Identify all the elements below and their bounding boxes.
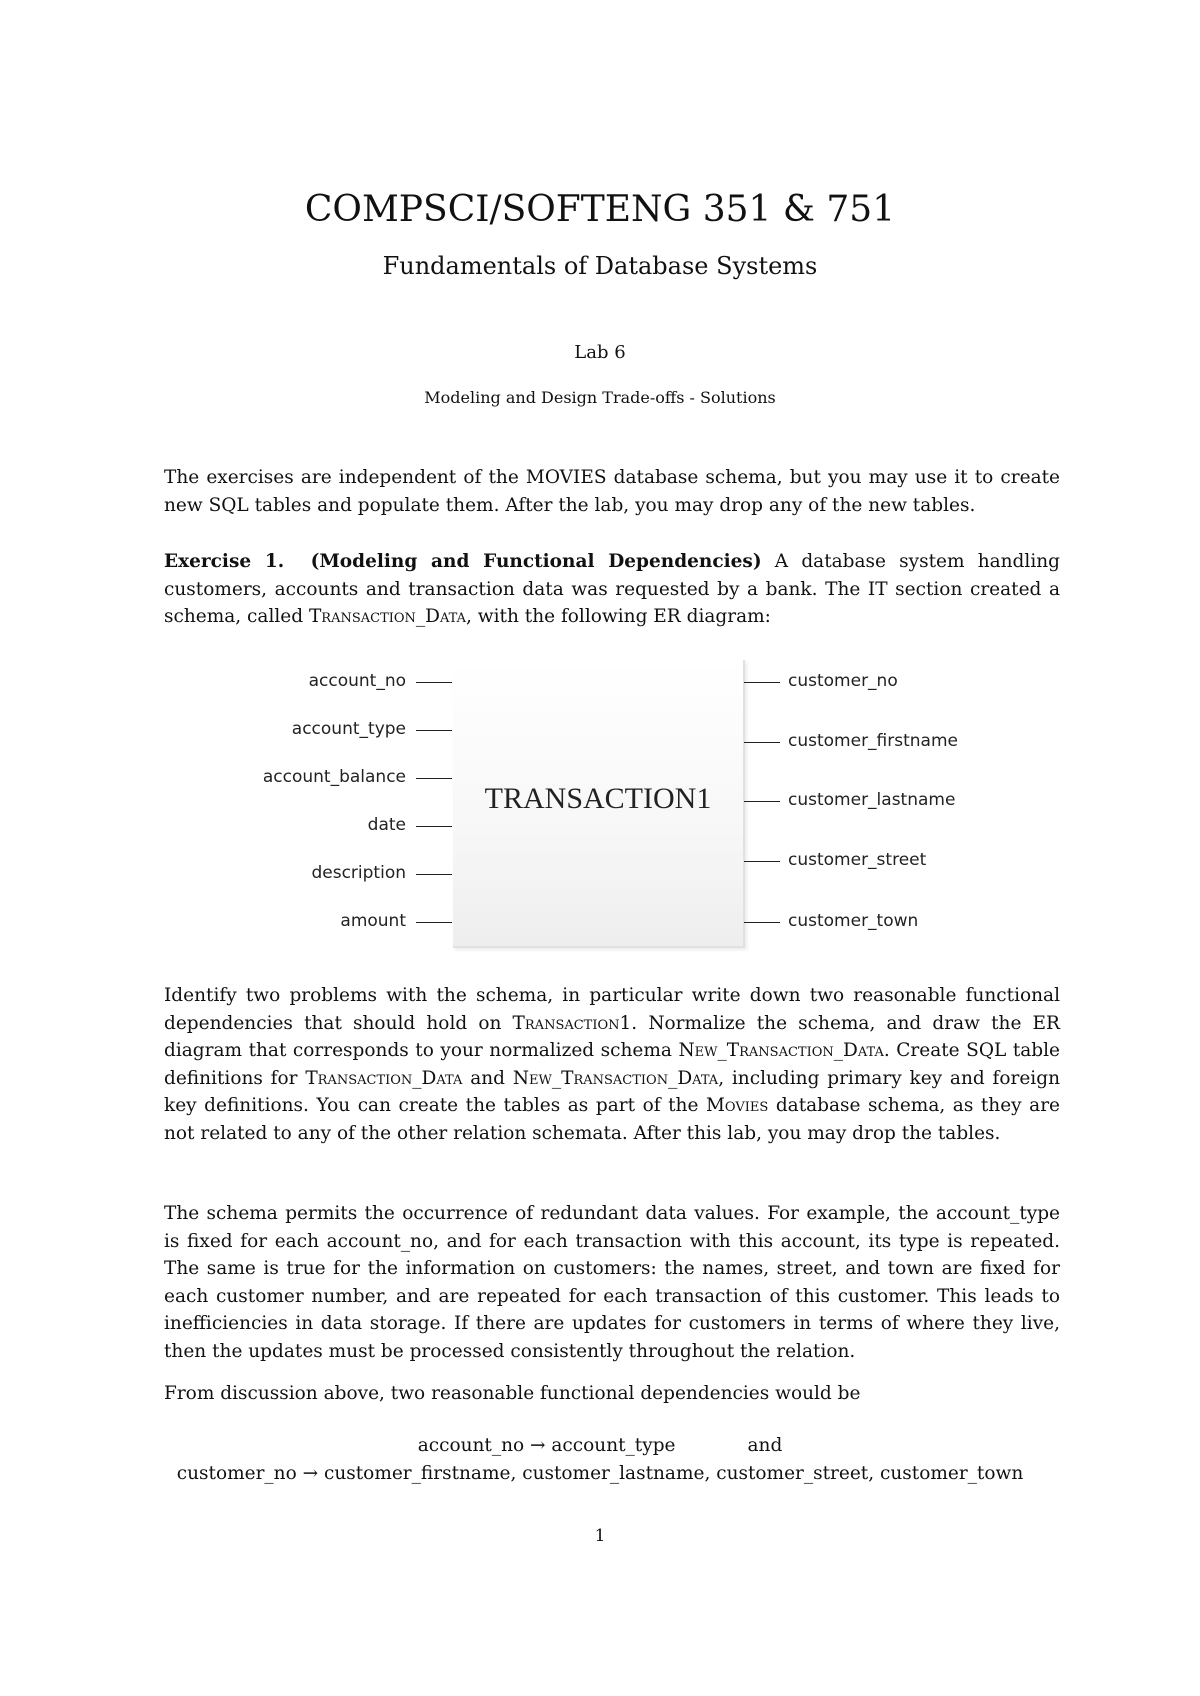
attr-customer-lastname: customer_lastname <box>788 790 956 810</box>
exercise-heading: (Modeling and Functional Dependencies) <box>310 551 762 572</box>
lab-number: Lab 6 <box>574 342 626 363</box>
exercise-label: Exercise 1. <box>164 551 285 572</box>
intro-text-2: database schema, but you may use it to create new SQL tables and populate them. After the lab, you may drop any of the new tables. <box>164 467 1060 516</box>
attr-account-no: account_no <box>308 671 406 691</box>
connector-line <box>744 861 780 862</box>
task-text: . Normalize the schema, and draw the ER diagram that corresponds to your normalized schema <box>164 1012 1060 1061</box>
connector-line <box>416 682 452 683</box>
attr-description: description <box>311 863 406 883</box>
task-text: database schema, as they are not related to any of the other relation schemata. After this lab, you may drop the tables. <box>164 1095 1061 1144</box>
connector-line <box>416 778 452 779</box>
task-paragraph <box>164 982 1060 1147</box>
connector-line <box>416 826 452 827</box>
task-text: , including primary key and foreign key definitions. You can create the tables as part of the <box>164 1067 1060 1116</box>
intro-text-1: The exercises are independent of the <box>164 467 526 488</box>
relation-name: Transaction_Data <box>305 1067 463 1089</box>
exercise-1-paragraph <box>164 548 1060 631</box>
functional-dependency-2: customer_no → customer_firstname, customer_lastname, customer_street, customer_town <box>176 1463 1024 1484</box>
page-number: 1 <box>594 1526 606 1546</box>
discussion-paragraph: The schema permits the occurrence of redundant data values. For example, the account_type is fixed for each account_no, and for each transaction with this account, its type is repeated. The same is true for the information on customers: the names, street, and town are fixed for each customer number, and are repeated for each transaction of this customer. This leads to inefficiencies in data storage. If there are updates for customers in terms of where they live, then the updates must be processed consistently throughout the relation. <box>164 1203 1060 1362</box>
lab-subtitle: Modeling and Design Trade-offs - Solutions <box>424 388 776 407</box>
attr-account-balance: account_balance <box>262 767 406 787</box>
attr-amount: amount <box>340 911 406 931</box>
attr-date: date <box>367 815 406 835</box>
connector-line <box>416 730 452 731</box>
exercise-text-1: A database system handling customers, accounts and transaction data was requested by a bank. The IT section created a schema, called <box>164 551 1060 627</box>
course-title: COMPSCI/SOFTENG 351 & 751 <box>304 189 896 230</box>
connector-line <box>744 742 780 743</box>
course-subtitle: Fundamentals of Database Systems <box>382 252 818 280</box>
task-text: Identify two problems with the schema, in particular write down two reasonable functional dependencies that should hold on <box>164 985 1060 1034</box>
attr-account-type: account_type <box>291 719 406 739</box>
intro-schema-name: MOVIES <box>525 467 607 488</box>
exercise-text-2: , with the following ER diagram: <box>466 606 771 627</box>
relation-name: Transaction1 <box>512 1012 632 1034</box>
attr-customer-no: customer_no <box>788 671 898 691</box>
entity-name: TRANSACTION1 <box>484 782 712 815</box>
connector-line <box>744 682 780 683</box>
intro-paragraph <box>164 464 1060 519</box>
relation-name: New_Transaction_Data <box>512 1067 719 1089</box>
task-text: and <box>462 1067 513 1089</box>
exercise-schema-name: Transaction_Data <box>308 606 467 627</box>
fd1-text: account_no → account_type <box>417 1435 676 1456</box>
connector-line <box>416 874 452 875</box>
relation-name: Movies <box>705 1095 769 1116</box>
connector-line <box>744 922 780 923</box>
attr-customer-town: customer_town <box>788 911 919 931</box>
functional-dependency-1 <box>0 1432 1200 1459</box>
relation-name: New_Transaction_Data <box>678 1040 884 1061</box>
attr-customer-firstname: customer_firstname <box>788 731 958 751</box>
attr-customer-street: customer_street <box>788 850 927 870</box>
fd-and: and <box>747 1435 783 1456</box>
connector-line <box>416 922 452 923</box>
fd-intro-paragraph: From discussion above, two reasonable functional dependencies would be <box>164 1383 861 1404</box>
connector-line <box>744 801 780 802</box>
task-text: . Create SQL table definitions for <box>164 1040 1060 1089</box>
